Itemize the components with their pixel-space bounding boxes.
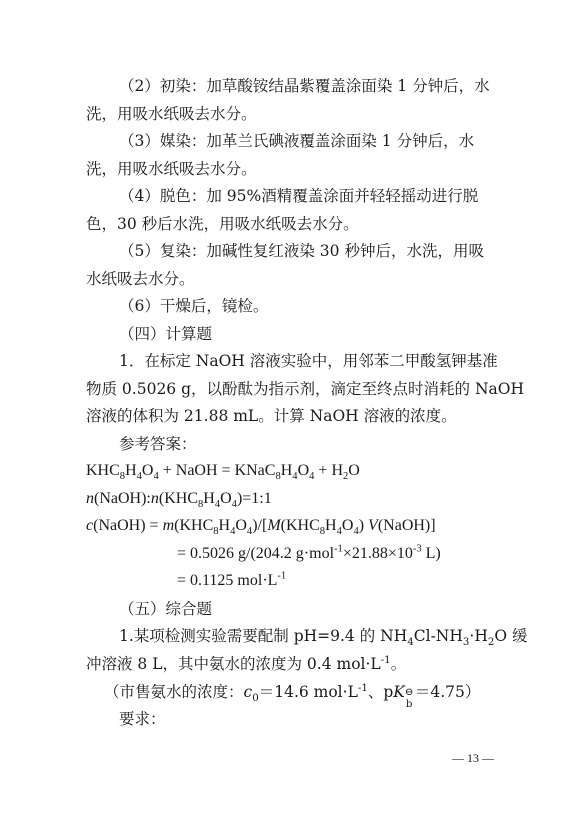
question-note: （市售氨水的浓度：$c_0=14.6$ $mol\cdot L^{-1}$、pK ⊖ b ＝4.75） [104,682,481,710]
text-line: 物质 0.5026 g，以酚酞为指示剂，滴定至终点时消耗的 NaOH [86,380,524,398]
text-line: 水纸吸去水分。 [86,270,195,288]
text-line: （4）脱色：加 95%酒精覆盖涂面并轻轻摇动进行脱 [119,187,479,205]
text-line: （6）干燥后，镜检。 [119,297,269,315]
text-line: 洗，用吸水纸吸去水分。 [86,160,257,178]
text-line: （3）媒染：加革兰氏碘液覆盖涂面染 1 分钟后，水 [119,132,475,150]
text-line: 1．在标定 NaOH 溶液实验中，用邻苯二甲酸氢钾基准 [119,352,498,370]
calculation-step: = 0.5026 g/(204.2 $g\cdot mol^{-1}\times 21.88\times 10^{-3}$ L) [177,543,441,562]
text-line: （2）初染：加草酸铵结晶紫覆盖涂面染 1 分钟后，水 [119,77,490,95]
calculation-result: = 0.1125 $mol\cdot L^{-1}$ [177,570,287,589]
answer-label: 参考答案： [119,435,197,453]
text-line: 色，30 秒后水洗，用吸水纸吸去水分。 [86,215,359,233]
section-heading: （五）综合题 [119,600,213,618]
text-line: （5）复染：加碱性复红液染 30 秒钟后，水洗，用吸 [119,242,484,260]
requirements-label: 要求： [119,710,166,728]
mole-ratio: $n(NaOH):n(KHC_8H_4O_4)=1:1$ [86,490,272,511]
concentration-formula: c(NaOH) = $m(KHC_8H_4O_4)/[M(KHC_8H_4O_4)$ V(NaOH)] [86,517,436,538]
text-line: 溶液的体积为 21.88 mL。计算 NaOH 溶液的浓度。 [86,407,457,425]
page-number: — 13 — [452,751,494,765]
text-line: 洗，用吸水纸吸去水分。 [86,105,257,123]
reaction-equation: $KHC_8H_4O_4$ + NaOH = $KNaC_8H_4O_4 + H_2O$ [86,462,360,483]
question-line: 1.某项检测实验需要配制 pH=9.4 的 $NH_4Cl-NH_3\cdot H_2O$ 缓 [119,627,528,649]
question-line: 冲溶液 8 L，其中氨水的浓度为 0.4 $mol\cdot L^{-1}$。 [86,654,407,673]
section-heading: （四）计算题 [119,325,213,343]
